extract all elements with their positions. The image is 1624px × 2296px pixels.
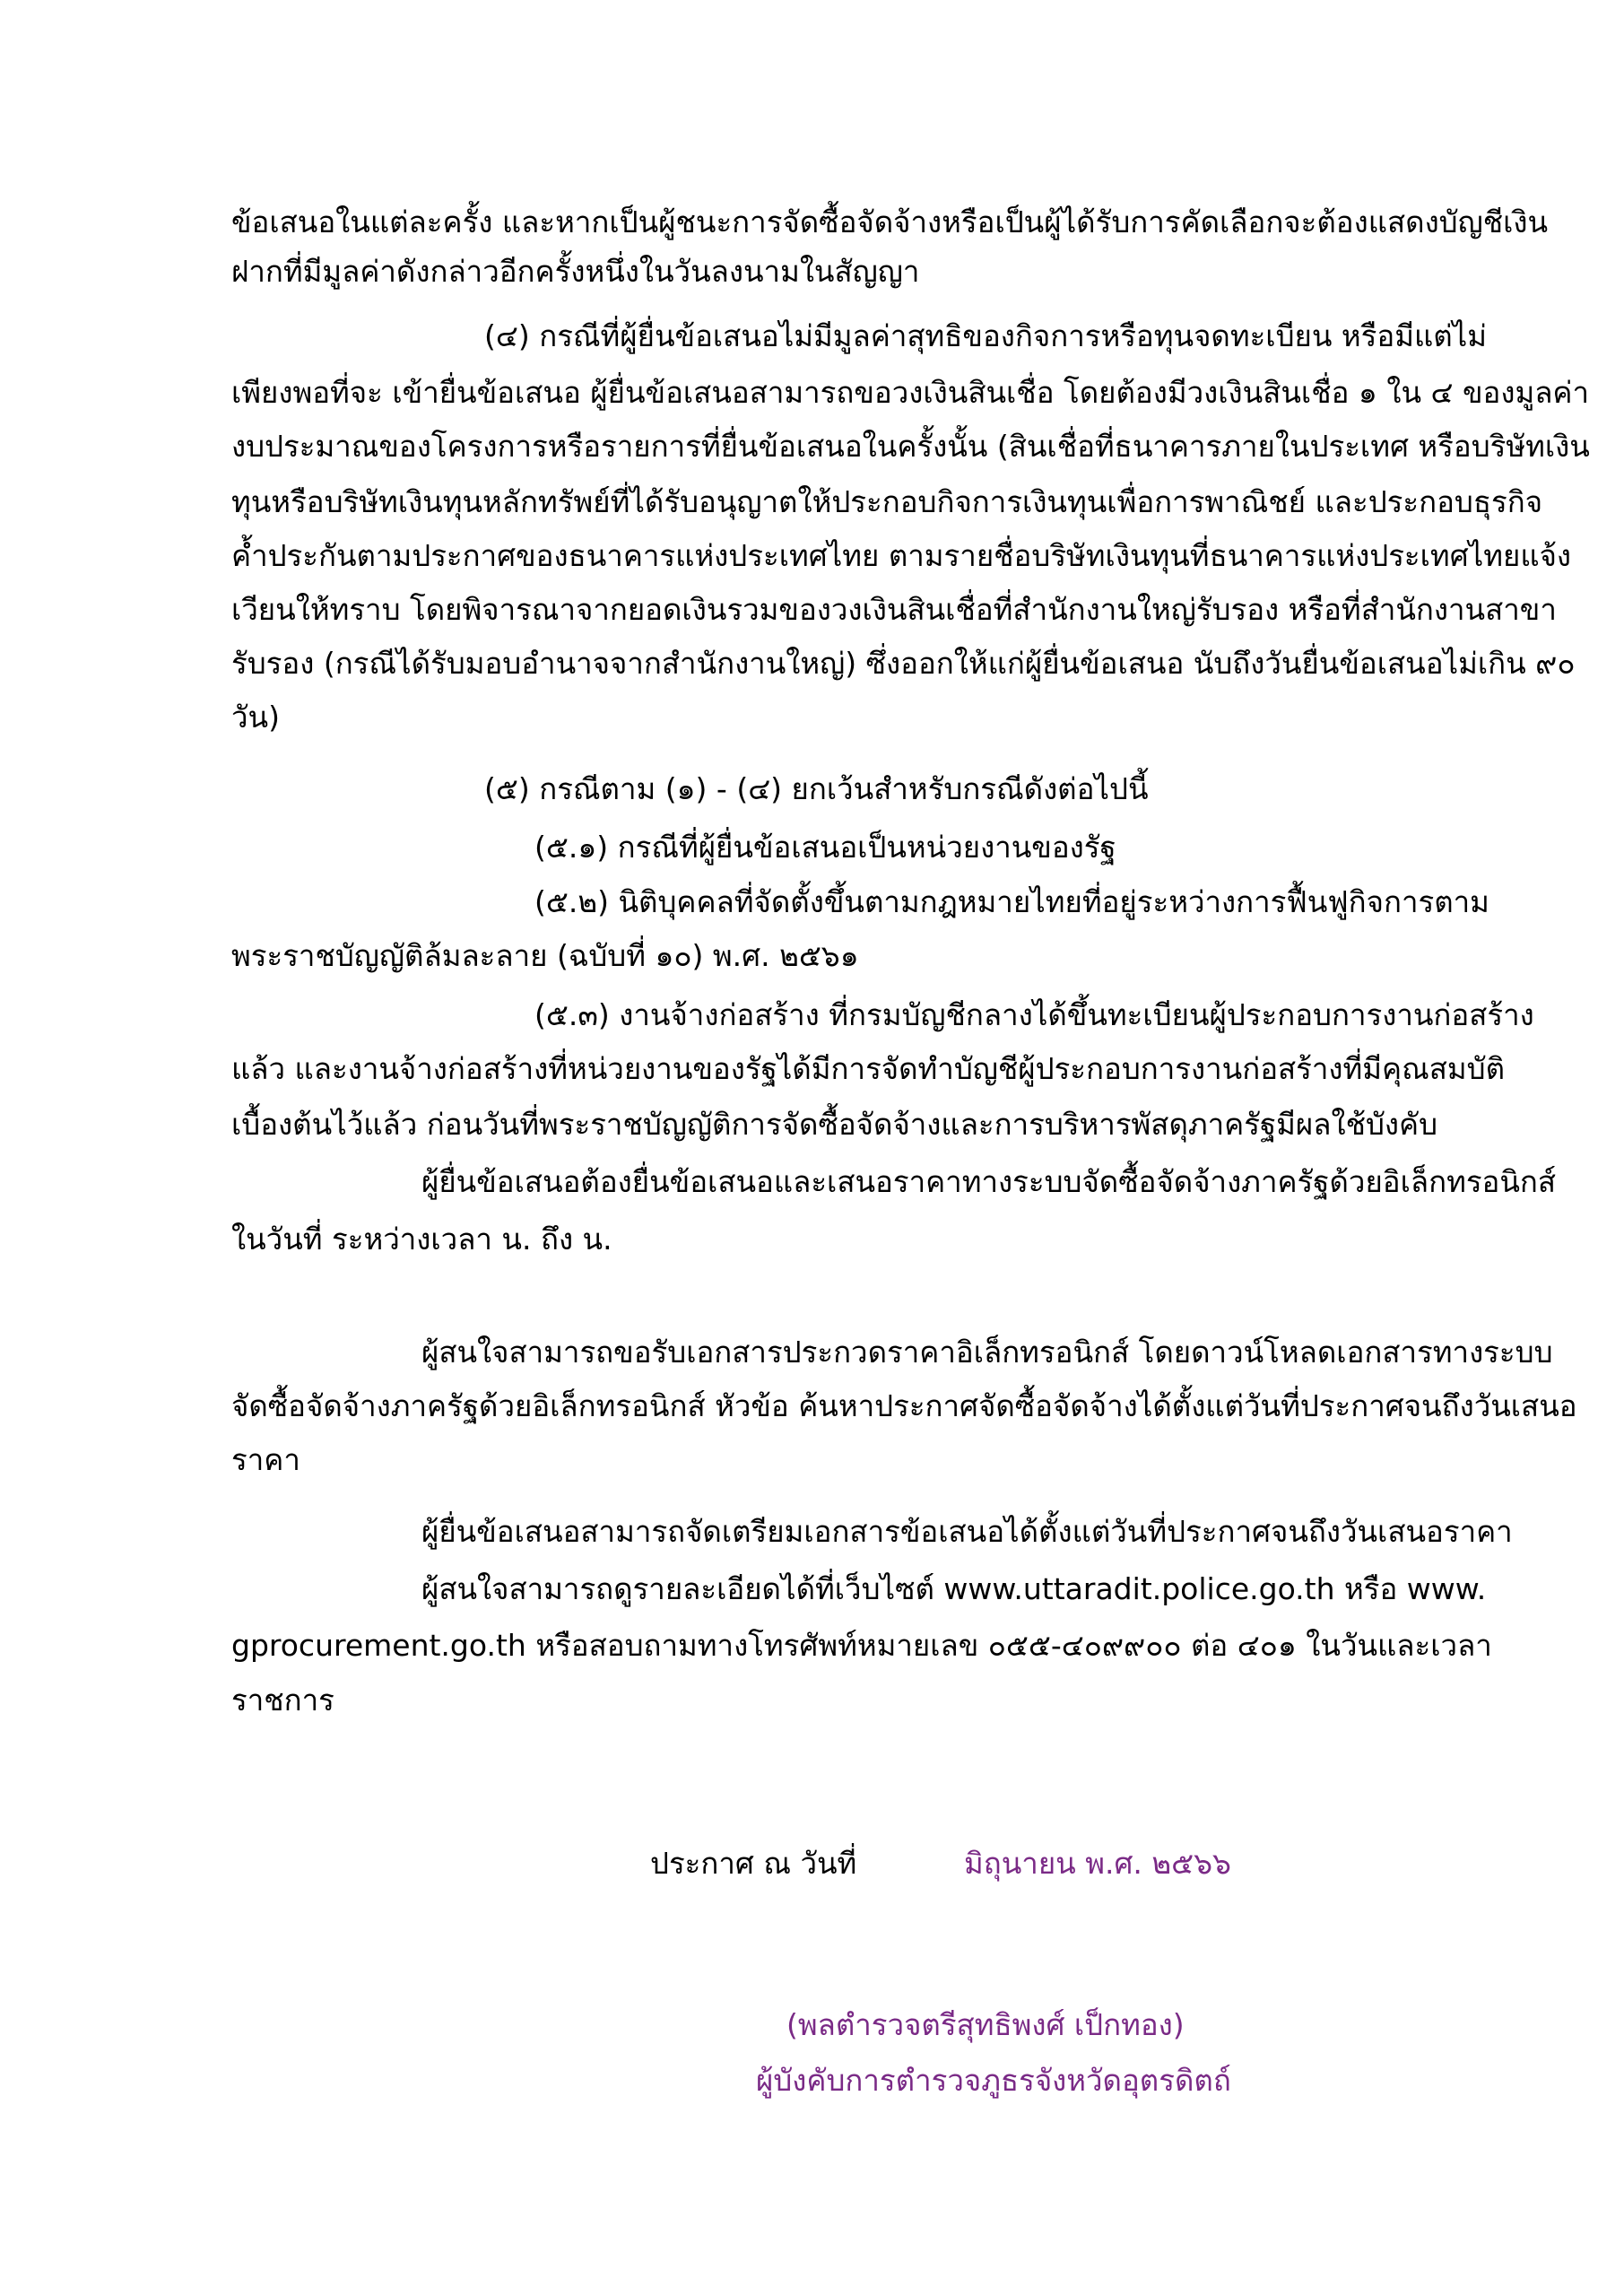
body-line-17: เบื้องต้นไว้แล้ว ก่อนวันที่พระราชบัญญัติการจัดซื้อจัดจ้างและการบริหารพัสดุภาครัฐมีผลใช้บังคับ [231, 1107, 1438, 1142]
body-line-16: แล้ว และงานจ้างก่อสร้างที่หน่วยงานของรัฐได้มีการจัดทำบัญชีผู้ประกอบการงานก่อสร้างที่มีคุณสมบัติ [231, 1051, 1505, 1086]
signature-title: ผู้บังคับการตำรวจภูธรจังหวัดอุตรดิตถ์ [756, 2063, 1231, 2098]
body-line-9: รับรอง (กรณีได้รับมอบอำนาจจากสำนักงานใหญ่) ซึ่งออกให้แก่ผู้ยื่นข้อเสนอ นับถึงวันยื่นข้อเสนอไม่เกิน ๙๐ [231, 646, 1576, 681]
body-line-22: ราคา [231, 1442, 300, 1477]
body-line-12: (๕.๑) กรณีที่ผู้ยื่นข้อเสนอเป็นหน่วยงานของรัฐ [534, 830, 1116, 865]
body-line-2: ฝากที่มีมูลค่าดังกล่าวอีกครั้งหนึ่งในวันลงนามในสัญญา [231, 254, 920, 289]
body-line-14: พระราชบัญญัติล้มละลาย (ฉบับที่ ๑๐) พ.ศ. ๒๕๖๑ [231, 938, 859, 973]
body-line-4: เพียงพอที่จะ เข้ายื่นข้อเสนอ ผู้ยื่นข้อเสนอสามารถขอวงเงินสินเชื่อ โดยต้องมีวงเงินสินเชื่อ ๑ ใน ๔ ของมูลค่า [231, 375, 1590, 410]
announcement-prefix: ประกาศ ณ วันที่ [650, 1846, 857, 1881]
body-line-18: ผู้ยื่นข้อเสนอต้องยื่นข้อเสนอและเสนอราคาทางระบบจัดซื้อจัดจ้างภาครัฐด้วยอิเล็กทรอนิกส์ [421, 1164, 1557, 1199]
body-line-7: ค้ำประกันตามประกาศของธนาคารแห่งประเทศไทย ตามรายชื่อบริษัทเงินทุนที่ธนาคารแห่งประเทศไทยแจ้ง [231, 538, 1572, 573]
body-line-11: (๕) กรณีตาม (๑) - (๔) ยกเว้นสำหรับกรณีดังต่อไปนี้ [484, 771, 1149, 806]
signature-name: (พลตำรวจตรีสุทธิพงศ์ เป็กทอง) [786, 2007, 1185, 2042]
body-line-21: จัดซื้อจัดจ้างภาครัฐด้วยอิเล็กทรอนิกส์ หัวข้อ ค้นหาประกาศจัดซื้อจัดจ้างได้ตั้งแต่วันที่ประกาศจนถึงวันเสนอ [231, 1388, 1577, 1423]
body-line-26: ราชการ [231, 1683, 334, 1718]
body-line-5: งบประมาณของโครงการหรือรายการที่ยื่นข้อเสนอในครั้งนั้น (สินเชื่อที่ธนาคารภายในประเทศ หรือบริษัทเงิน [231, 429, 1590, 464]
body-line-20: ผู้สนใจสามารถขอรับเอกสารประกวดราคาอิเล็กทรอนิกส์ โดยดาวน์โหลดเอกสารทางระบบ [421, 1335, 1553, 1370]
body-line-24: ผู้สนใจสามารถดูรายละเอียดได้ที่เว็บไซต์ www.uttaradit.police.go.th หรือ www. [421, 1571, 1487, 1606]
body-line-6: ทุนหรือบริษัทเงินทุนหลักทรัพย์ที่ได้รับอนุญาตให้ประกอบกิจการเงินทุนเพื่อการพาณิชย์ และประกอบธุรกิจ [231, 484, 1543, 519]
body-line-19: ในวันที่ ระหว่างเวลา น. ถึง น. [231, 1222, 612, 1257]
body-line-10: วัน) [231, 700, 280, 735]
body-line-23: ผู้ยื่นข้อเสนอสามารถจัดเตรียมเอกสารข้อเสนอได้ตั้งแต่วันที่ประกาศจนถึงวันเสนอราคา [421, 1514, 1513, 1549]
body-line-1: ข้อเสนอในแต่ละครั้ง และหากเป็นผู้ชนะการจัดซื้อจัดจ้างหรือเป็นผู้ได้รับการคัดเลือกจะต้องแสดงบัญชีเงิน [231, 204, 1549, 239]
body-line-3: (๔) กรณีที่ผู้ยื่นข้อเสนอไม่มีมูลค่าสุทธิของกิจการหรือทุนจดทะเบียน หรือมีแต่ไม่ [484, 318, 1488, 353]
body-line-8: เวียนให้ทราบ โดยพิจารณาจากยอดเงินรวมของวงเงินสินเชื่อที่สำนักงานใหญ่รับรอง หรือที่สำนักงานสาขา [231, 592, 1557, 627]
body-line-25: gprocurement.go.th หรือสอบถามทางโทรศัพท์หมายเลข ๐๕๕-๔๐๙๙๐๐ ต่อ ๔๐๑ ในวันและเวลา [231, 1628, 1492, 1663]
announcement-date: มิถุนายน พ.ศ. ๒๕๖๖ [964, 1846, 1231, 1881]
body-line-15: (๕.๓) งานจ้างก่อสร้าง ที่กรมบัญชีกลางได้ขึ้นทะเบียนผู้ประกอบการงานก่อสร้าง [534, 997, 1534, 1032]
body-line-13: (๕.๒) นิติบุคคลที่จัดตั้งขึ้นตามกฎหมายไทยที่อยู่ระหว่างการฟื้นฟูกิจการตาม [534, 884, 1489, 919]
